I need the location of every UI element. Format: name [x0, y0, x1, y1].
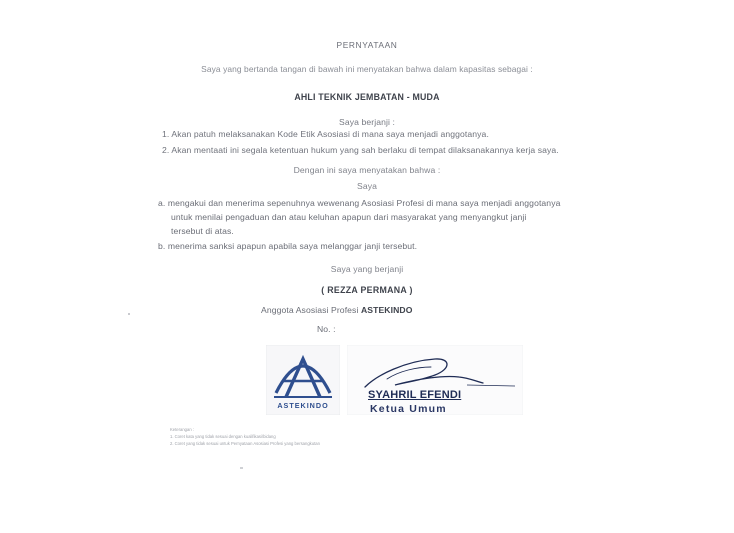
- declaration-item: a. mengakui dan menerima sepenuhnya wewenang Asosiasi Profesi di mana saya menjadi anggotanya: [158, 198, 561, 208]
- declaration-heading: Dengan ini saya menyatakan bahwa :: [293, 165, 441, 175]
- declaration-item-continued: tersebut di atas.: [171, 226, 234, 236]
- astekindo-logo: [266, 345, 340, 415]
- scan-speck: [128, 313, 130, 315]
- declaration-item-continued: untuk menilai pengaduan dan atau keluhan apapun dari masyarakat yang menyangkut janji: [171, 212, 527, 222]
- membership-org: ASTEKINDO: [360, 305, 413, 315]
- signer-name: ( REZZA PERMANA ): [321, 285, 413, 295]
- signatory-name: SYAHRIL EFENDI: [368, 389, 462, 401]
- member-number-label: No. :: [317, 324, 336, 334]
- membership-prefix: Anggota Asosiasi Profesi: [261, 305, 359, 315]
- footnote-item: 1. Coret kata yang tidak sesuai dengan kualifikasi/bidang: [170, 434, 276, 439]
- membership-line: [261, 305, 412, 315]
- declaration-subject: Saya: [357, 181, 377, 191]
- signatory-title: Ketua Umum: [370, 403, 447, 415]
- logo-text: ASTEKINDO: [277, 401, 329, 410]
- pledge-item: 2. Akan mentaati ini segala ketentuan hukum yang sah berlaku di tempat dilaksanakannya kerja saya.: [162, 145, 559, 155]
- declaration-item: b. menerima sanksi apapun apabila saya melanggar janji tersebut.: [158, 241, 418, 251]
- intro-text: Saya yang bertanda tangan di bawah ini menyatakan bahwa dalam kapasitas sebagai :: [201, 64, 533, 74]
- astekindo-logo-mark: [266, 345, 340, 415]
- scan-speck: [240, 467, 243, 469]
- closing-text: Saya yang berjanji: [330, 264, 404, 274]
- document-title: PERNYATAAN: [336, 40, 398, 50]
- footnote-item: 2. Coret yang tidak sesuai untuk Pernyataan Asosiasi Profesi yang bersangkutan: [170, 441, 320, 446]
- role-heading: AHLI TEKNIK JEMBATAN - MUDA: [294, 92, 440, 102]
- pledge-heading: Saya berjanji :: [339, 117, 395, 127]
- pledge-item: 1. Akan patuh melaksanakan Kode Etik Asosiasi di mana saya menjadi anggotanya.: [162, 129, 489, 139]
- footnote-heading: Keterangan :: [170, 427, 194, 432]
